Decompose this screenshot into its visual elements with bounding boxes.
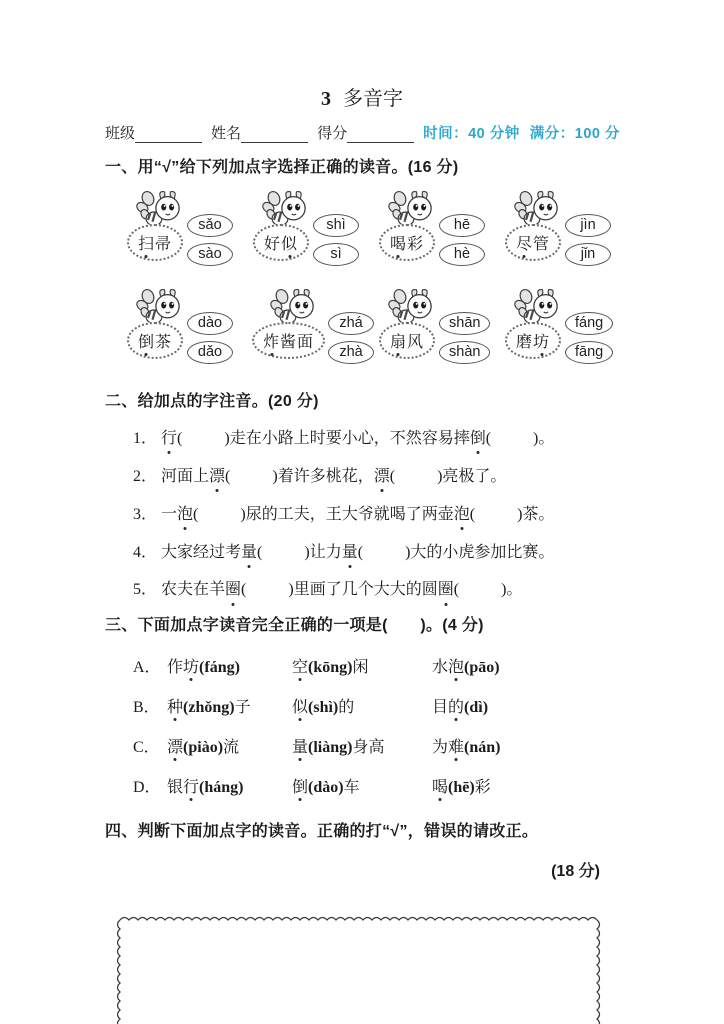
pinyin-option: sào bbox=[187, 243, 233, 266]
polyphone-item bbox=[252, 287, 378, 377]
choice-item bbox=[167, 694, 292, 717]
text-segment: 水 bbox=[432, 658, 449, 676]
dotted-char: 喝 bbox=[432, 774, 448, 797]
dotted-char: 似 bbox=[281, 231, 298, 254]
bee-icon bbox=[514, 287, 562, 327]
choice-item bbox=[167, 774, 292, 797]
dotted-char: 坊 bbox=[183, 654, 199, 677]
text-segment: )。 bbox=[501, 581, 523, 599]
text-segment: (fáng) bbox=[199, 658, 240, 676]
pinyin-option: fāng bbox=[565, 341, 613, 364]
word-oval bbox=[127, 322, 183, 359]
word-group bbox=[126, 189, 184, 261]
text-segment: (nán) bbox=[464, 738, 501, 756]
choice-item bbox=[292, 774, 432, 797]
text-segment: (liàng) bbox=[308, 738, 353, 756]
text-segment: ( bbox=[389, 467, 396, 485]
pinyin-option: zhà bbox=[328, 341, 374, 364]
polyphone-item bbox=[378, 189, 504, 279]
text-segment: )。 bbox=[533, 430, 555, 448]
dotted-char: 漂 bbox=[167, 734, 183, 757]
question-number: 3． bbox=[133, 505, 158, 523]
dotted-char: 坊 bbox=[533, 329, 550, 352]
section1-heading: 一、用“√”给下列加点字选择正确的读音。(16 分) bbox=[105, 159, 459, 176]
dotted-char: 倒 bbox=[292, 774, 308, 797]
text-segment: 的 bbox=[338, 698, 355, 716]
text-segment: 银 bbox=[167, 778, 184, 796]
text-segment: 彩 bbox=[407, 235, 425, 253]
dotted-char: 似 bbox=[292, 694, 308, 717]
lesson-number: 3 bbox=[321, 88, 331, 110]
question-row bbox=[133, 543, 724, 564]
pinyin-option: shì bbox=[313, 214, 359, 237]
pinyin-option: fáng bbox=[565, 312, 613, 335]
dotted-char: 行 bbox=[183, 774, 199, 797]
text-segment: (dì) bbox=[464, 698, 489, 716]
text-segment: 作 bbox=[167, 658, 184, 676]
choice-item bbox=[292, 694, 432, 717]
choice-item bbox=[292, 654, 432, 677]
text-segment: 磨 bbox=[515, 333, 533, 351]
multiple-choice-list bbox=[0, 654, 724, 797]
question-number: 1． bbox=[133, 430, 158, 448]
text-segment: 身高 bbox=[352, 738, 385, 756]
text-segment: 河面上 bbox=[161, 467, 210, 485]
text-segment: 为 bbox=[432, 738, 449, 756]
time-limit: 时间：40 分钟 bbox=[423, 125, 520, 142]
text-segment: )尿的工夫，王大爷就喝了两壶 bbox=[240, 505, 454, 523]
choice-label: B． bbox=[133, 698, 160, 716]
full-score: 满分：100 分 bbox=[529, 125, 620, 142]
pinyin-option: dǎo bbox=[187, 341, 233, 364]
text-segment: ( bbox=[485, 430, 492, 448]
word-group bbox=[378, 287, 436, 359]
choice-item bbox=[432, 654, 500, 677]
name-blank bbox=[241, 129, 308, 143]
score-label: 得分 bbox=[317, 126, 348, 142]
word-oval bbox=[379, 224, 435, 261]
polyphone-item bbox=[504, 189, 630, 279]
choice-label: C． bbox=[133, 738, 160, 756]
text-segment: ( bbox=[241, 581, 247, 599]
text-segment: 闲 bbox=[352, 658, 369, 676]
question-number: 4． bbox=[133, 543, 158, 561]
section4-points: (18 分) bbox=[551, 863, 600, 881]
dotted-char: 漂 bbox=[374, 467, 390, 488]
text-segment: (pāo) bbox=[464, 658, 500, 676]
choice-item bbox=[292, 734, 432, 757]
pinyin-option: dào bbox=[187, 312, 233, 335]
pinyin-option: jǐn bbox=[565, 243, 611, 266]
dotted-char: 圈 bbox=[225, 580, 241, 601]
word-group bbox=[252, 189, 310, 261]
text-segment: (dào) bbox=[308, 778, 344, 796]
choice-row bbox=[133, 734, 724, 757]
text-segment: )里画了几个大大的圆 bbox=[288, 581, 438, 599]
pinyin-options bbox=[187, 312, 233, 364]
text-segment: )亮极了。 bbox=[437, 467, 507, 485]
dotted-char: 量 bbox=[292, 734, 308, 757]
dotted-char: 扇 bbox=[390, 329, 407, 352]
pinyin-option: hè bbox=[439, 243, 485, 266]
dotted-char: 种 bbox=[167, 694, 183, 717]
text-segment: ( bbox=[453, 581, 460, 599]
lesson-title: 多音字 bbox=[343, 88, 403, 110]
pinyin-options bbox=[187, 214, 233, 266]
dotted-char: 圈 bbox=[438, 580, 454, 601]
text-segment: (háng) bbox=[199, 778, 244, 796]
pinyin-option: sǎo bbox=[187, 214, 233, 237]
dotted-char: 行 bbox=[161, 429, 177, 450]
dotted-char: 炸 bbox=[263, 329, 280, 352]
question-row bbox=[133, 467, 724, 488]
text-segment: )走在小路上时要小心，不然容易摔 bbox=[224, 430, 470, 448]
text-segment: (piào) bbox=[183, 738, 224, 756]
question-row bbox=[133, 429, 724, 450]
pinyin-option: zhá bbox=[328, 312, 374, 335]
text-segment: 酱 bbox=[280, 333, 298, 351]
choice-item bbox=[432, 774, 491, 797]
word-oval bbox=[252, 322, 325, 359]
class-blank bbox=[135, 129, 202, 143]
dotted-char: 泡 bbox=[177, 505, 193, 526]
text-segment: ( bbox=[469, 505, 476, 523]
word-group bbox=[126, 287, 184, 359]
text-segment: (kōng) bbox=[308, 658, 353, 676]
text-segment: 风 bbox=[407, 333, 425, 351]
text-segment: )让力 bbox=[304, 543, 342, 561]
dotted-char: 的 bbox=[448, 694, 464, 717]
text-segment: 帚 bbox=[155, 235, 173, 253]
bee-icon bbox=[136, 189, 184, 229]
text-segment: 子 bbox=[234, 698, 251, 716]
text-segment: 好 bbox=[263, 235, 281, 253]
word-group bbox=[504, 189, 562, 261]
pinyin-option: sì bbox=[313, 243, 359, 266]
word-oval bbox=[505, 224, 561, 261]
text-segment: ( bbox=[357, 543, 364, 561]
pinyin-option: jìn bbox=[565, 214, 611, 237]
question-row bbox=[133, 580, 724, 601]
polyphone-choice-grid bbox=[126, 189, 631, 377]
choice-row bbox=[133, 774, 724, 797]
section4-heading: 四、判断下面加点字的读音。正确的打“√”，错误的请改正。 bbox=[105, 822, 539, 840]
pinyin-options bbox=[565, 312, 613, 364]
text-segment: ( bbox=[225, 467, 231, 485]
name-label: 姓名 bbox=[211, 126, 242, 142]
choice-item bbox=[432, 734, 500, 757]
pinyin-option: hē bbox=[439, 214, 485, 237]
word-oval bbox=[253, 224, 309, 261]
text-segment: )茶。 bbox=[517, 505, 555, 523]
word-group bbox=[252, 287, 325, 359]
polyphone-item bbox=[252, 189, 378, 279]
question-row bbox=[133, 505, 724, 526]
text-segment: 目 bbox=[432, 698, 449, 716]
choice-row bbox=[133, 694, 724, 717]
text-segment: ( bbox=[193, 505, 199, 523]
wavy-border bbox=[117, 913, 603, 1024]
score-blank bbox=[347, 129, 414, 143]
class-label: 班级 bbox=[105, 126, 136, 142]
dotted-char: 喝 bbox=[390, 231, 407, 254]
student-info-row bbox=[105, 125, 620, 143]
pinyin-options bbox=[313, 214, 359, 266]
section3-heading: 三、下面加点字读音完全正确的一项是( )。(4 分) bbox=[105, 617, 484, 635]
question-number: 5． bbox=[133, 581, 158, 599]
annotation-question-list bbox=[0, 429, 724, 601]
dotted-char: 倒 bbox=[470, 429, 486, 450]
text-segment: 流 bbox=[223, 738, 240, 756]
text-segment: 面 bbox=[297, 333, 315, 351]
exam-meta bbox=[423, 126, 620, 143]
choice-item bbox=[432, 694, 488, 717]
question-number: 2． bbox=[133, 467, 158, 485]
dotted-char: 量 bbox=[241, 543, 257, 564]
pinyin-options bbox=[439, 312, 490, 364]
text-segment: (hē) bbox=[448, 778, 475, 796]
word-oval bbox=[127, 224, 183, 261]
text-segment: 管 bbox=[533, 235, 551, 253]
text-segment: 彩 bbox=[474, 778, 491, 796]
bee-icon bbox=[514, 189, 562, 229]
dotted-char: 量 bbox=[342, 543, 358, 564]
dotted-char: 扫 bbox=[138, 231, 155, 254]
text-segment: 车 bbox=[343, 778, 360, 796]
choice-label: D． bbox=[133, 778, 161, 796]
text-segment: ( bbox=[177, 430, 183, 448]
bee-icon bbox=[136, 287, 184, 327]
polyphone-item bbox=[126, 287, 252, 377]
page-title bbox=[0, 0, 724, 110]
text-segment: (zhǒng) bbox=[183, 698, 235, 716]
word-group bbox=[504, 287, 562, 359]
choice-row bbox=[133, 654, 724, 677]
dotted-char: 尽 bbox=[516, 231, 533, 254]
dotted-char: 泡 bbox=[454, 505, 470, 526]
text-segment: 农夫在羊 bbox=[161, 581, 226, 599]
text-segment: )大的小虎参加比赛。 bbox=[405, 543, 555, 561]
dotted-char: 倒 bbox=[138, 329, 155, 352]
answer-box bbox=[117, 913, 603, 1024]
section2-heading: 二、给加点的字注音。(20 分) bbox=[105, 392, 319, 410]
word-oval bbox=[379, 322, 435, 359]
dotted-char: 泡 bbox=[448, 654, 464, 677]
polyphone-item bbox=[378, 287, 504, 377]
choice-label: A． bbox=[133, 658, 161, 676]
dotted-char: 漂 bbox=[209, 467, 225, 488]
text-segment: )着许多桃花， bbox=[272, 467, 374, 485]
bee-icon bbox=[388, 287, 436, 327]
word-group bbox=[378, 189, 436, 261]
bee-icon bbox=[262, 189, 310, 229]
pinyin-option: shān bbox=[439, 312, 490, 335]
text-segment: 大家经过考 bbox=[161, 543, 242, 561]
word-oval bbox=[505, 322, 561, 359]
bee-icon bbox=[270, 287, 318, 327]
text-segment: (shì) bbox=[308, 698, 339, 716]
pinyin-option: shàn bbox=[439, 341, 490, 364]
pinyin-options bbox=[565, 214, 611, 266]
choice-item bbox=[167, 654, 292, 677]
dotted-char: 空 bbox=[292, 654, 308, 677]
pinyin-options bbox=[328, 312, 374, 364]
bee-icon bbox=[388, 189, 436, 229]
text-segment: 茶 bbox=[155, 333, 173, 351]
choice-item bbox=[167, 734, 292, 757]
pinyin-options bbox=[439, 214, 485, 266]
dotted-char: 难 bbox=[448, 734, 464, 757]
polyphone-item bbox=[126, 189, 252, 279]
text-segment: ( bbox=[257, 543, 263, 561]
text-segment: 一 bbox=[161, 505, 178, 523]
polyphone-item bbox=[504, 287, 630, 377]
